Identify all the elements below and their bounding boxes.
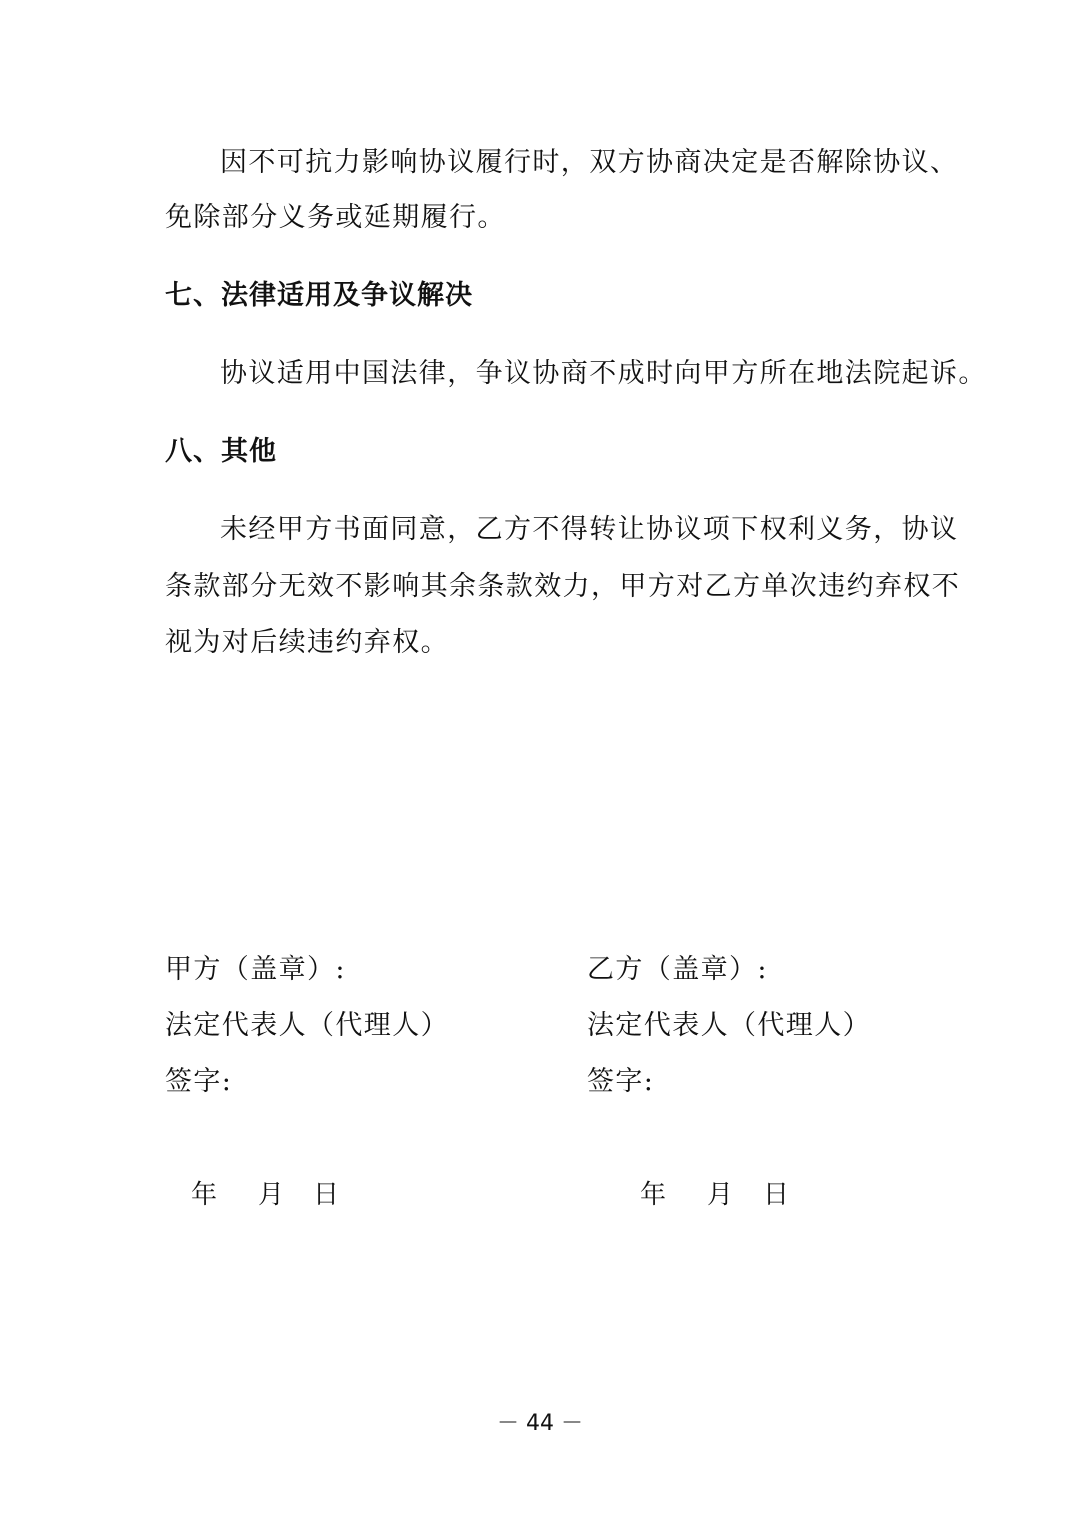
party-a-seal-label: 甲方（盖章）: <box>165 954 346 985</box>
party-a-date-month: 月 <box>258 1180 285 1210</box>
party-b-date-year: 年 <box>640 1180 667 1210</box>
section-7-heading: 七、法律适用及争议解决 <box>165 280 473 311</box>
section-8-line-2: 条款部分无效不影响其余条款效力，甲方对乙方单次违约弃权不 <box>165 571 961 602</box>
party-b-sign-label: 签字: <box>587 1066 655 1097</box>
party-a-sign-label: 签字: <box>165 1066 233 1097</box>
party-b-date-month: 月 <box>707 1180 734 1210</box>
force-majeure-line-1: 因不可抗力影响协议履行时，双方协商决定是否解除协议、 <box>220 147 959 178</box>
party-b-representative-label: 法定代表人（代理人） <box>587 1010 871 1041</box>
force-majeure-line-2: 免除部分义务或延期履行。 <box>165 202 506 233</box>
party-b-seal-label: 乙方（盖章）: <box>587 954 768 985</box>
page-number: － 44 － <box>497 1411 583 1436</box>
section-8-heading: 八、其他 <box>165 436 277 467</box>
section-8-line-1: 未经甲方书面同意，乙方不得转让协议项下权利义务，协议 <box>220 514 959 545</box>
section-7-text: 协议适用中国法律，争议协商不成时向甲方所在地法院起诉。 <box>220 358 987 389</box>
section-8-line-3: 视为对后续违约弃权。 <box>165 627 449 658</box>
party-a-date-year: 年 <box>191 1180 218 1210</box>
party-b-date-day: 日 <box>763 1180 790 1210</box>
party-a-date-day: 日 <box>313 1180 340 1210</box>
party-a-representative-label: 法定代表人（代理人） <box>165 1010 449 1041</box>
